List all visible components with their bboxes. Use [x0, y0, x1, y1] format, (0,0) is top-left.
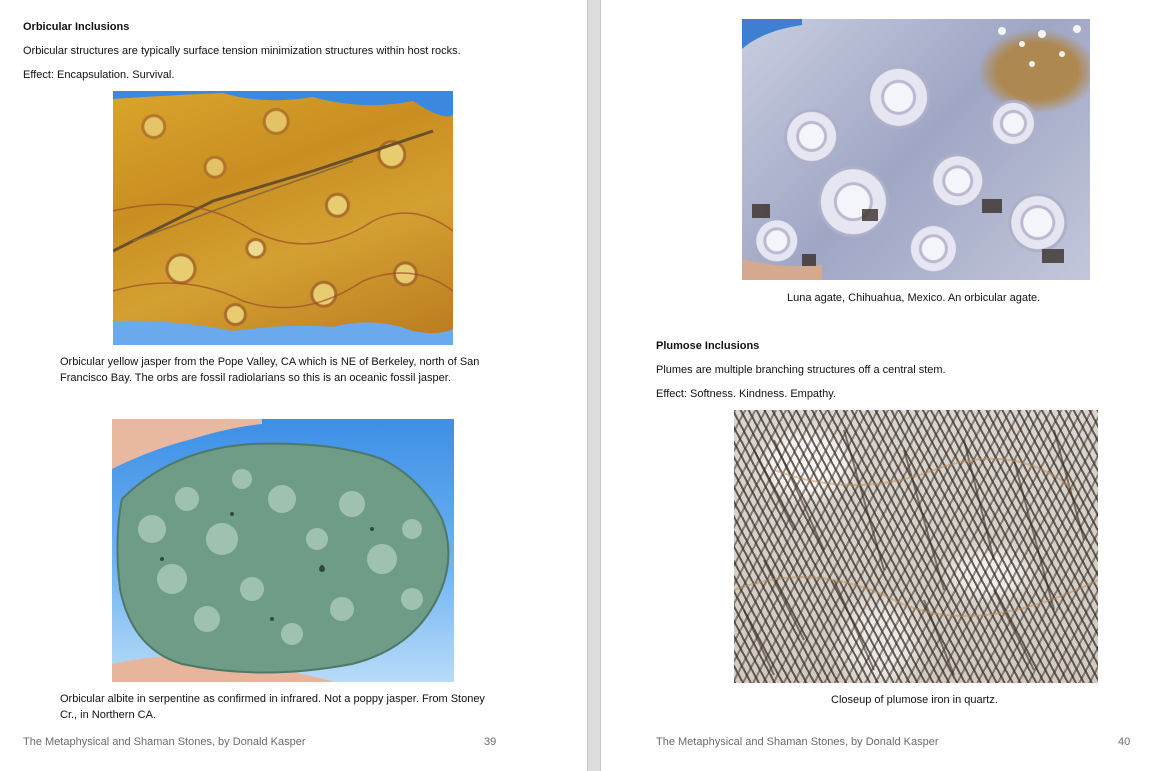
caption-line: Cr., in Northern CA.: [60, 709, 156, 721]
luna-agate-photo: [742, 19, 1090, 280]
section-heading-orbicular: Orbicular Inclusions: [23, 21, 130, 33]
orbicular-albite-photo: [112, 419, 454, 682]
caption-yellow-jasper: [60, 354, 479, 386]
footer-title: The Metaphysical and Shaman Stones, by Donald Kasper: [656, 736, 939, 748]
caption-orbicular-albite: [60, 691, 485, 723]
plumose-iron-photo: [734, 410, 1098, 683]
plumose-iron-detail: [734, 410, 1098, 683]
yellow-jasper-photo: [113, 91, 453, 345]
luna-agate-detail: [742, 19, 1090, 280]
yellow-jasper-detail: [113, 91, 453, 345]
footer-title: The Metaphysical and Shaman Stones, by Donald Kasper: [23, 736, 306, 748]
page-number: 39: [484, 736, 497, 748]
caption-line: Francisco Bay. The orbs are fossil radiolarians so this is an oceanic fossil jasper.: [60, 372, 451, 384]
intro-paragraph: Orbicular structures are typically surface tension minimization structures within host rocks.: [23, 45, 461, 57]
caption-line: Orbicular albite in serpentine as confirmed in infrared. Not a poppy jasper. From Stoney: [60, 693, 485, 705]
section-heading-plumose: Plumose Inclusions: [656, 340, 760, 352]
intro-paragraph: Plumes are multiple branching structures off a central stem.: [656, 364, 946, 376]
page-number: 40: [1118, 736, 1131, 748]
document-page-40: [601, 0, 1164, 771]
effect-line: Effect: Encapsulation. Survival.: [23, 69, 175, 81]
caption-luna-agate: Luna agate, Chihuahua, Mexico. An orbicular agate.: [787, 292, 1041, 304]
effect-line: Effect: Softness. Kindness. Empathy.: [656, 388, 836, 400]
caption-plumose-iron: Closeup of plumose iron in quartz.: [831, 694, 998, 706]
caption-line: Orbicular yellow jasper from the Pope Valley, CA which is NE of Berkeley, north of San: [60, 356, 480, 368]
page-gutter: [587, 0, 601, 771]
orbicular-albite-detail: [112, 419, 454, 682]
